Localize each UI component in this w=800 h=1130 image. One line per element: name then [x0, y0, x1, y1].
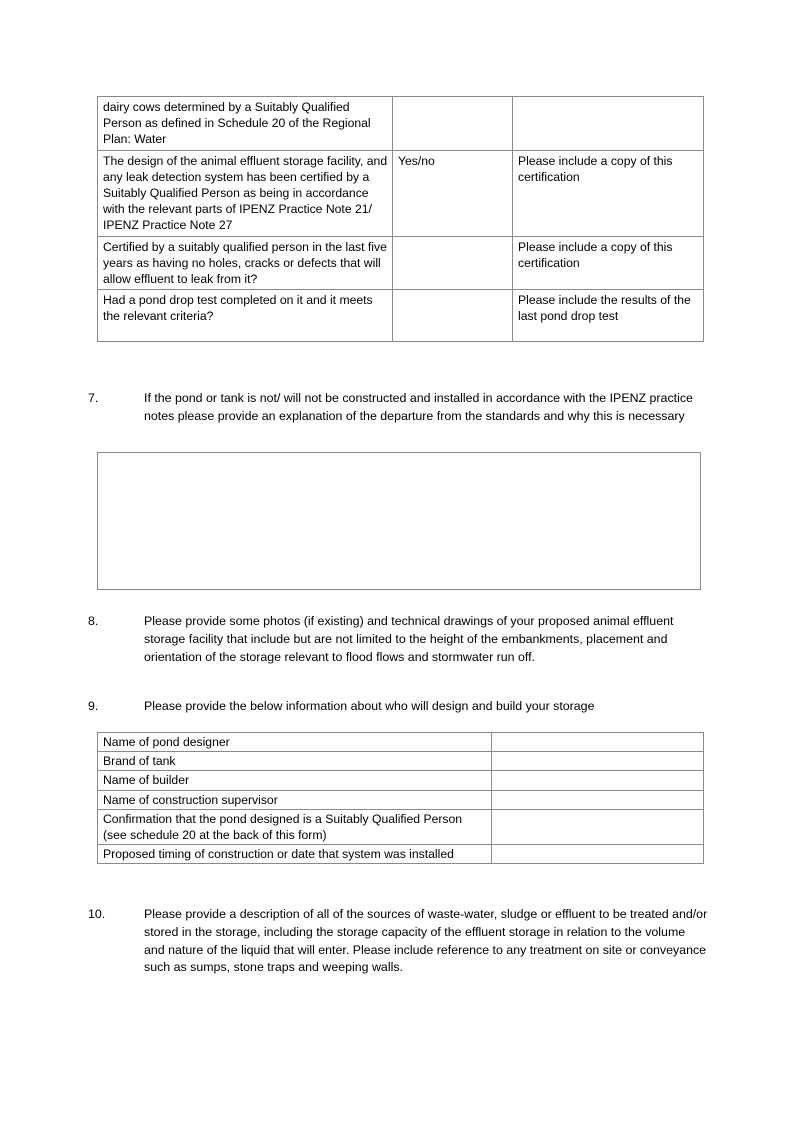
- table-row: [98, 845, 704, 864]
- field-value-cell[interactable]: [492, 845, 704, 864]
- question-9: [88, 698, 700, 716]
- response-cell[interactable]: Yes/no: [393, 150, 513, 236]
- table-row: [98, 733, 704, 752]
- field-value-cell[interactable]: [492, 809, 704, 844]
- table-row: [98, 97, 704, 151]
- question-number: 7.: [88, 391, 99, 405]
- field-label-cell: Name of builder: [98, 771, 492, 790]
- table-row: [98, 790, 704, 809]
- question-number: 10.: [88, 907, 106, 921]
- table-row: [98, 771, 704, 790]
- question-number: 8.: [88, 614, 99, 628]
- criterion-cell: dairy cows determined by a Suitably Qualified Person as defined in Schedule 20 of the Regional Plan: Water: [98, 97, 393, 151]
- criterion-cell: Certified by a suitably qualified person in the last five years as having no holes, cracks or defects that will allow effluent to leak from it?: [98, 236, 393, 290]
- field-value-cell[interactable]: [492, 771, 704, 790]
- pond-designer-details-table: [97, 732, 704, 864]
- response-cell[interactable]: [393, 97, 513, 151]
- field-value-cell[interactable]: [492, 733, 704, 752]
- field-label-cell: Name of pond designer: [98, 733, 492, 752]
- question-text: Please provide a description of all of the sources of waste-water, sludge or effluent to be treated and/or stored in the storage, including the storage capacity of the effluent storage in relation to the volume and nature of the liquid that will enter. Please include reference to any treatment on site or conveyance such as sumps, stone traps and weeping walls.: [144, 907, 708, 975]
- criterion-cell: Had a pond drop test completed on it and it meets the relevant criteria?: [98, 290, 393, 342]
- question-text: Please provide some photos (if existing) and technical drawings of your proposed animal effluent storage facility that include but are not limited to the height of the embankments, placement and orientation of the storage relevant to flood flows and stormwater run off.: [144, 614, 674, 664]
- response-cell[interactable]: [393, 290, 513, 342]
- question-text: Please provide the below information about who will design and build your storage: [144, 699, 595, 713]
- question-7-answer-box[interactable]: [97, 452, 701, 590]
- table-row: [98, 290, 704, 342]
- question-text: If the pond or tank is not/ will not be constructed and installed in accordance with the IPENZ practice notes please provide an explanation of the departure from the standards and why this is necessary: [144, 391, 693, 423]
- table-row: [98, 752, 704, 771]
- field-label-cell: Confirmation that the pond designed is a Suitably Qualified Person (see schedule 20 at the back of this form): [98, 809, 492, 844]
- field-label-cell: Proposed timing of construction or date that system was installed: [98, 845, 492, 864]
- question-number: 9.: [88, 699, 99, 713]
- table-row: [98, 150, 704, 236]
- question-7: [88, 390, 700, 426]
- evidence-cell[interactable]: Please include a copy of this certification: [513, 236, 704, 290]
- evidence-cell[interactable]: Please include the results of the last pond drop test: [513, 290, 704, 342]
- response-cell[interactable]: [393, 236, 513, 290]
- field-label-cell: Name of construction supervisor: [98, 790, 492, 809]
- field-value-cell[interactable]: [492, 790, 704, 809]
- evidence-cell[interactable]: Please include a copy of this certification: [513, 150, 704, 236]
- field-value-cell[interactable]: [492, 752, 704, 771]
- field-label-cell: Brand of tank: [98, 752, 492, 771]
- effluent-storage-certification-table: [97, 96, 704, 342]
- question-10: [88, 906, 708, 977]
- evidence-cell[interactable]: [513, 97, 704, 151]
- table-row: [98, 236, 704, 290]
- table-row: [98, 809, 704, 844]
- question-8: [88, 613, 700, 666]
- criterion-cell: The design of the animal effluent storage facility, and any leak detection system has been certified by a Suitably Qualified Person as being in accordance with the relevant parts of IPENZ Practice Note 21/ IPENZ Practice Note 27: [98, 150, 393, 236]
